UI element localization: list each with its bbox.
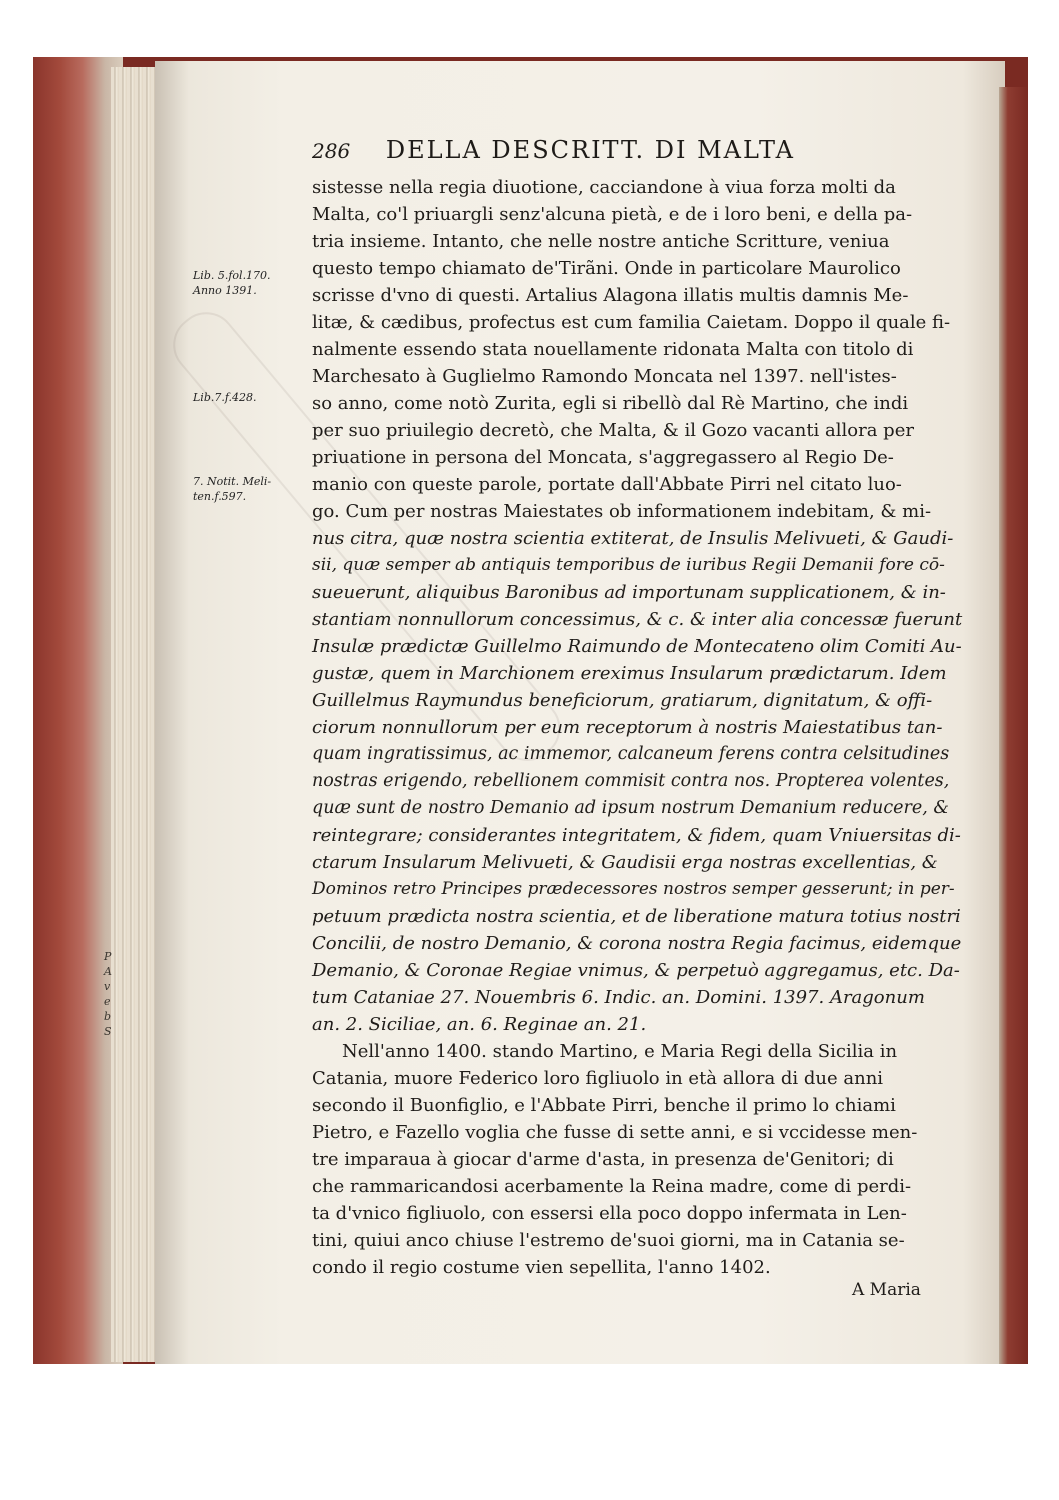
text-line: scrisse d'vno di questi. Artalius Alagona illatis multis damnis Me- <box>312 285 909 306</box>
stray-mark: v <box>104 980 111 993</box>
margin-note <box>193 390 293 405</box>
text-line: Nell'anno 1400. stando Martino, e Maria Regi della Sicilia in <box>342 1041 898 1062</box>
text-line: stantiam nonnullorum concessimus, & c. & inter alia concessæ fuerunt <box>312 609 963 630</box>
text-line: tria insieme. Intanto, che nelle nostre antiche Scritture, veniua <box>312 231 890 252</box>
text-line: quam ingratissimus, ac immemor, calcaneum ferens contra celsitudines <box>312 744 950 764</box>
text-line: nus citra, quæ nostra scientia extiterat, de Insulis Melivueti, & Gaudi- <box>312 528 954 549</box>
margin-note-line: 7. Notit. Meli- <box>193 475 272 488</box>
text-line: so anno, come notò Zurita, egli si ribellò dal Rè Martino, che indi <box>312 393 909 414</box>
text-line: Insulæ prædictæ Guillelmo Raimundo de Montecateno olim Comiti Au- <box>312 636 962 657</box>
text-line: petuum prædicta nostra scientia, et de liberatione matura totius nostri <box>312 906 961 927</box>
running-title: DELLA DESCRITT. DI MALTA <box>385 136 795 164</box>
margin-note <box>193 474 293 504</box>
running-header <box>312 136 902 164</box>
catchword: A Maria <box>852 1280 921 1300</box>
text-line: ta d'vnico figliuolo, con essersi ella poco doppo infermata in Len- <box>312 1203 907 1224</box>
text-line: go. Cum per nostras Maiestates ob informationem indebitam, & mi- <box>312 501 932 522</box>
text-line: Malta, co'l priuargli senz'alcuna pietà, e de i loro beni, e della pa- <box>312 204 913 225</box>
text-line: nostras erigendo, rebellionem commisit contra nos. Propterea volentes, <box>312 771 950 791</box>
text-line: quæ sunt de nostro Demanio ad ipsum nostrum Demanium reducere, & <box>312 798 949 818</box>
text-line: reintegrare; considerantes integritatem, & fidem, quam Vniuersitas di- <box>312 825 961 846</box>
text-line: per suo priuilegio decretò, che Malta, & il Gozo vacanti allora per <box>312 420 914 441</box>
text-line: manio con queste parole, portate dall'Abbate Pirri nel citato luo- <box>312 474 902 495</box>
margin-note <box>193 268 293 298</box>
text-line: gustæ, quem in Marchionem ereximus Insularum prædictarum. Idem <box>312 663 947 684</box>
text-line: ctarum Insularum Melivueti, & Gaudisii erga nostras excellentias, & <box>312 852 938 873</box>
text-line: sii, quæ semper ab antiquis temporibus de iuribus Regii Demanii fore cō- <box>312 555 945 575</box>
text-line: tum Cataniae 27. Nouembris 6. Indic. an. Domini. 1397. Aragonum <box>312 987 925 1008</box>
text-line: Guillelmus Raymundus beneficiorum, gratiarum, dignitatum, & offi- <box>312 690 933 711</box>
stray-mark: b <box>104 1010 112 1023</box>
margin-note-line: ten.f.597. <box>193 490 247 503</box>
margin-note-line: Lib. 5.fol.170. <box>193 269 271 282</box>
text-line: Marchesato à Guglielmo Ramondo Moncata nel 1397. nell'istes- <box>312 366 897 387</box>
text-line: ciorum nonnullorum per eum receptorum à nostris Maiestatibus tan- <box>312 717 943 738</box>
page-number: 286 <box>312 139 351 163</box>
text-line: nalmente essendo stata nouellamente ridonata Malta con titolo di <box>312 339 914 360</box>
text-line: questo tempo chiamato de'Tirãni. Onde in particolare Maurolico <box>312 258 901 279</box>
text-line: Concilii, de nostro Demanio, & corona nostra Regia facimus, eidemque <box>312 933 962 954</box>
margin-note-line: Anno 1391. <box>193 284 257 297</box>
text-line: condo il regio costume vien sepellita, l'anno 1402. <box>312 1257 771 1278</box>
stray-mark: P <box>104 950 112 963</box>
text-line: tini, quiui anco chiuse l'estremo de'suoi giorni, ma in Catania se- <box>312 1230 905 1251</box>
text-line: sistesse nella regia diuotione, cacciandone à viua forza molti da <box>312 177 896 198</box>
text-line: Dominos retro Principes prædecessores nostros semper gesserunt; in per- <box>312 879 955 899</box>
text-line: litæ, & cædibus, profectus est cum familia Caietam. Doppo il quale fi- <box>312 312 951 333</box>
text-line: sueuerunt, aliquibus Baronibus ad importunam supplicationem, & in- <box>312 582 946 603</box>
text-line: priuatione in persona del Moncata, s'aggregassero al Regio De- <box>312 447 894 468</box>
text-line: che rammaricandosi acerbamente la Reina madre, come di perdi- <box>312 1176 912 1197</box>
stray-mark: e <box>104 995 111 1008</box>
right-cover-board <box>999 87 1028 1364</box>
page-edges <box>111 67 161 1362</box>
left-cover-board <box>33 57 123 1364</box>
text-line: an. 2. Siciliae, an. 6. Reginae an. 21. <box>312 1014 647 1035</box>
stray-mark: S <box>104 1025 112 1038</box>
text-line: Catania, muore Federico loro figliuolo in età allora di due anni <box>312 1068 884 1089</box>
text-line: secondo il Buonfiglio, e l'Abbate Pirri, benche il primo lo chiami <box>312 1095 896 1116</box>
text-line: Pietro, e Fazello voglia che fusse di sette anni, e si vccidesse men- <box>312 1122 918 1143</box>
body-text <box>312 174 962 1281</box>
text-line: Demanio, & Coronae Regiae vnimus, & perpetuò aggregamus, etc. Da- <box>312 960 960 981</box>
stray-mark: A <box>104 965 112 978</box>
text-line: tre imparaua à giocar d'arme d'asta, in presenza de'Genitori; di <box>312 1149 894 1170</box>
margin-note-line: Lib.7.f.428. <box>193 391 257 404</box>
